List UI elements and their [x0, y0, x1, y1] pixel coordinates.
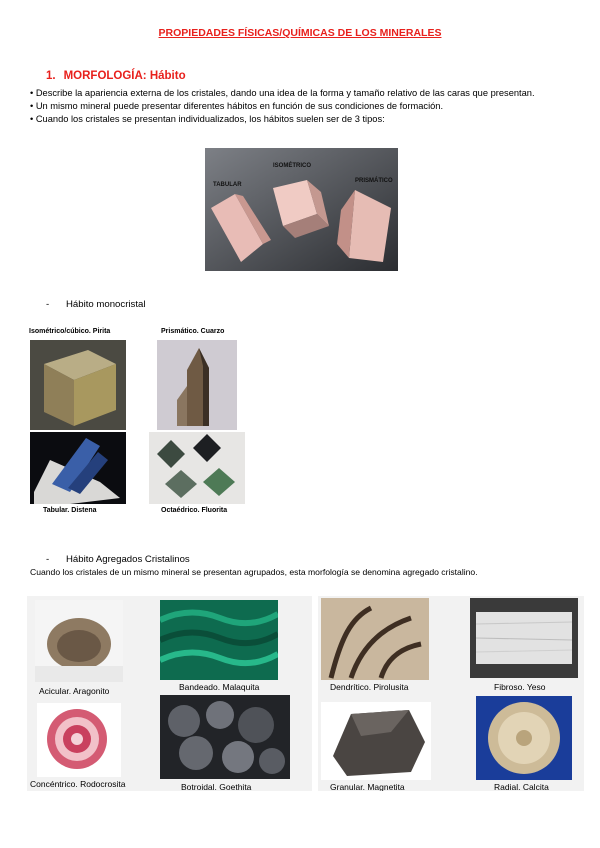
page-title: PROPIEDADES FÍSICAS/QUÍMICAS DE LOS MINERALES [158, 27, 442, 39]
goethite-photo [160, 695, 290, 779]
caption-fluorite: Octaédrico. Fluorita [161, 507, 228, 514]
bullet-item: • Cuando los cristales se presentan individualizados, los hábitos suelen ser de 3 tipos: [30, 114, 385, 125]
monocrystal-heading-text: Hábito monocristal [66, 299, 146, 310]
pyrolusite-photo [321, 598, 429, 680]
aragonite-photo [35, 600, 123, 682]
rhodochrosite-photo [37, 703, 121, 777]
habit-types-photo [205, 148, 398, 271]
dash: - [46, 299, 50, 310]
label-isometric: ISOMÉTRICO [273, 163, 312, 169]
aggregates-heading-text: Hábito Agregados Cristalinos [66, 554, 190, 565]
section-number: 1. [46, 70, 56, 82]
bullet-item: • Describe la apariencia externa de los cristales, dando una idea de la forma y tamaño relativo de las caras que presentan. [30, 88, 535, 98]
intro-bullets [30, 87, 550, 127]
dash: - [46, 554, 50, 565]
aggregates-heading [46, 554, 190, 565]
caption-goethite: Botroidal. Goethita [181, 782, 252, 791]
caption-aragonite: Acicular. Aragonito [39, 686, 110, 696]
monocrystal-heading [46, 299, 145, 310]
magnetite-photo [321, 702, 431, 780]
malachite-photo [160, 600, 278, 680]
monocrystal-panel [27, 322, 250, 518]
fluorite-photo [149, 432, 245, 504]
quartz-photo [157, 340, 237, 430]
caption-pyrite: Isométrico/cúbico. Pirita [29, 328, 111, 335]
bullet-item: • Un mismo mineral puede presentar diferentes hábitos en función de sus condiciones de formación. [30, 101, 444, 112]
label-prismatic: PRISMÁTICO [355, 178, 393, 184]
aggregates-panel-left [27, 596, 312, 791]
calcite-photo [476, 696, 572, 780]
aggregates-panel-right [318, 596, 584, 791]
caption-magnetite: Granular. Magnetita [330, 782, 405, 791]
label-tabular: TABULAR [213, 182, 242, 188]
caption-quartz: Prismático. Cuarzo [161, 328, 225, 335]
gypsum-photo [470, 598, 578, 678]
caption-calcite: Radial. Calcita [494, 782, 549, 791]
kyanite-photo [30, 432, 126, 504]
section-label: MORFOLOGÍA: Hábito [63, 70, 186, 82]
caption-kyanite: Tabular. Distena [43, 507, 97, 514]
caption-gypsum: Fibroso. Yeso [494, 682, 546, 692]
caption-malachite: Bandeado. Malaquita [179, 682, 260, 692]
caption-rhodochrosite: Concéntrico. Rodocrosita [30, 779, 126, 789]
aggregates-intro: Cuando los cristales de un mismo mineral se presentan agrupados, esta morfología se denomina agregado cristalino. [30, 567, 478, 577]
caption-pyrolusite: Dendrítico. Pirolusita [330, 682, 409, 692]
pyrite-photo [30, 340, 126, 430]
section-heading [46, 70, 186, 82]
